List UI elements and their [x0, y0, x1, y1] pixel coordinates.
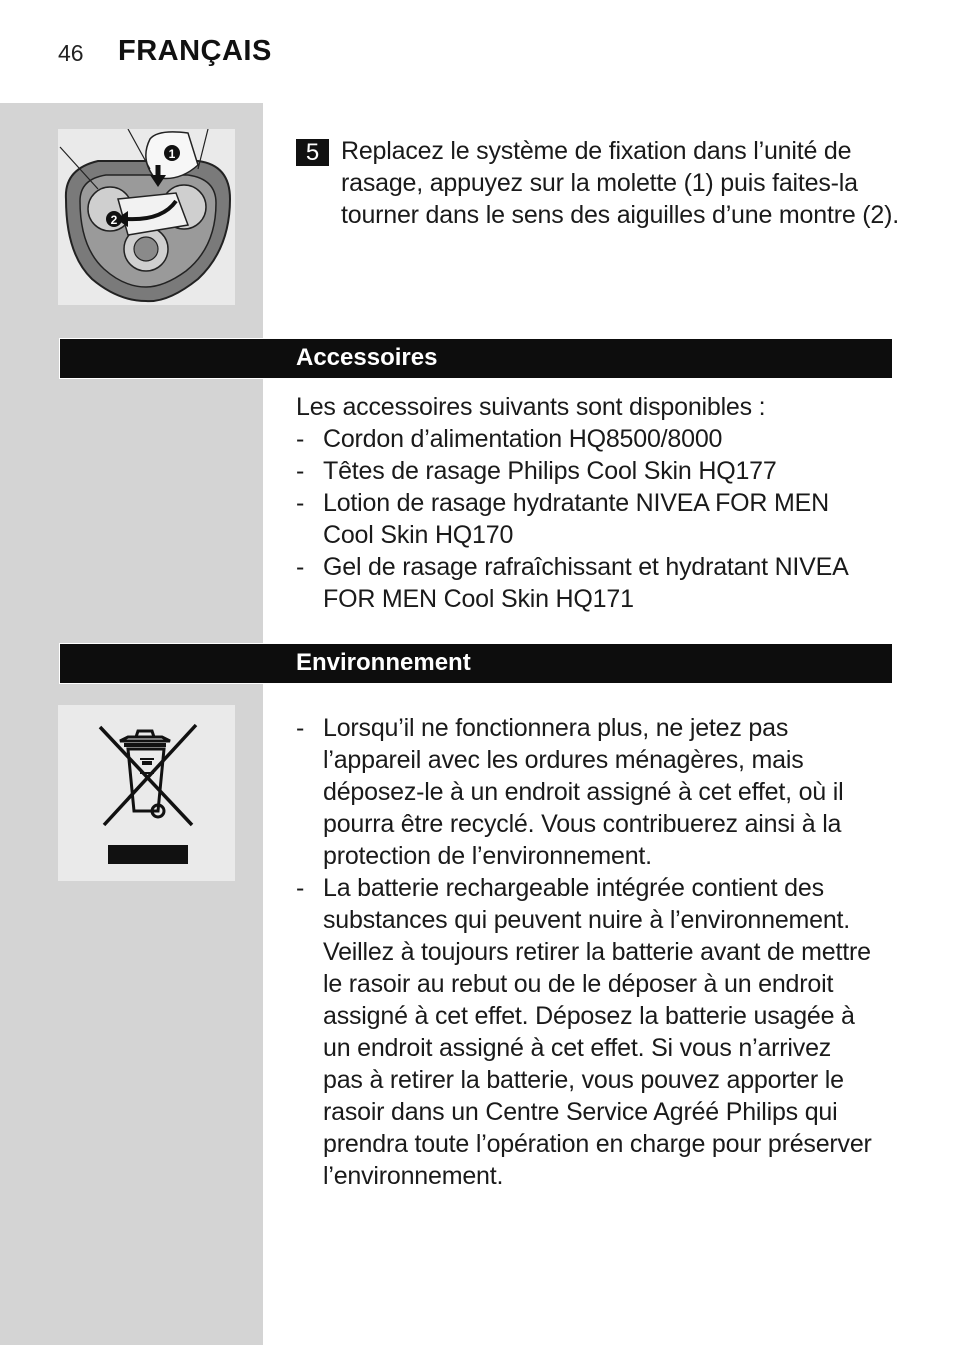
list-item: - Gel de rasage rafraîchissant et hydratant NIVEA FOR MEN Cool Skin HQ171	[296, 551, 876, 615]
step-instruction: Replacez le système de fixation dans l’unité de rasage, appuyez sur la molette (1) puis faites-la tourner dans le sens des aiguilles d’une montre (2).	[341, 137, 899, 229]
step-number-badge: 5	[296, 139, 329, 166]
shaver-head-drawing	[58, 129, 235, 305]
callout-2: 2	[110, 213, 118, 227]
list-item: - Lotion de rasage hydratante NIVEA FOR MEN Cool Skin HQ170	[296, 487, 876, 551]
image-pointer	[235, 134, 263, 158]
list-item: - Cordon d’alimentation HQ8500/8000	[296, 423, 876, 455]
section-header-accessories	[59, 338, 893, 379]
list-item: - Têtes de rasage Philips Cool Skin HQ177	[296, 455, 876, 487]
list-item: - Lorsqu’il ne fonctionnera plus, ne jetez pas l’appareil avec les ordures ménagères, mais déposez-le à un endroit assigné à cet effet, où il pourra être recyclé. Vous contribuerez ainsi à la protection de l’environnement.	[296, 712, 876, 872]
section-title: Accessoires	[296, 344, 438, 371]
image-pointer	[235, 710, 263, 734]
page-number: 46	[58, 40, 84, 66]
section-title: Environnement	[296, 649, 471, 676]
environment-list	[296, 712, 876, 1192]
section-header-environment	[59, 643, 893, 684]
callout-1: 1	[168, 147, 176, 161]
crossed-out-bin-icon	[58, 705, 235, 881]
page-title: FRANÇAIS	[118, 35, 272, 67]
accessories-list	[296, 423, 876, 615]
list-item: - La batterie rechargeable intégrée contient des substances qui peuvent nuire à l’environnement. Veillez à toujours retirer la batterie avant de mettre le rasoir au rebut ou de le déposer à un endroit assigné à cet effet. Déposez la batterie usagée à un endroit assigné à cet effet. Si vous n’arrivez pas à retirer la batterie, vous pouvez apporter le rasoir dans un Centre Service Agréé Philips qui prendra toute l’opération en charge pour préserver l’environnement.	[296, 872, 876, 1192]
accessories-intro: Les accessoires suivants sont disponibles :	[296, 393, 766, 421]
shaver-head-illustration	[58, 129, 235, 305]
weee-symbol-illustration	[58, 705, 235, 881]
